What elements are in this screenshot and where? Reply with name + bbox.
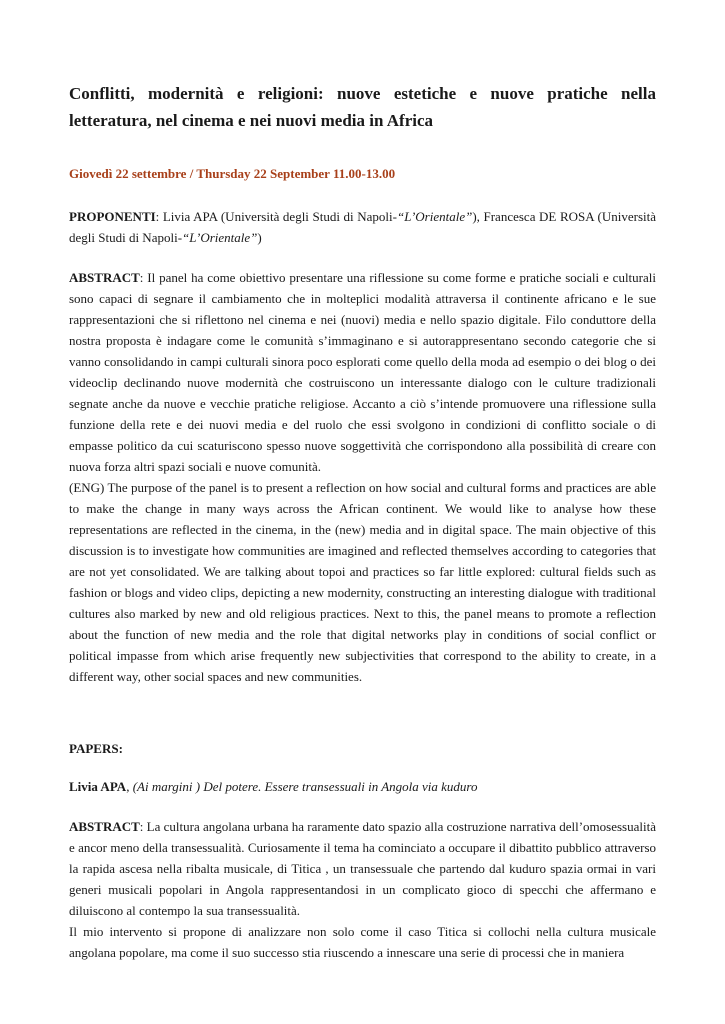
proponenti-paragraph — [69, 206, 656, 248]
abstract-text: : Il panel ha come obiettivo presentare una riflessione su come forme e pratiche sociali e culturali sono capaci di segnare il cambiamento che in molteplici modalità attraversa il continente africano e le sue rappresentazioni che si riflettono nel cinema e nei (nuovi) media e nello spazio digitale. Filo conduttore della nostra proposta è indagare come le comunità s’immaginano e si autorappresentano secondo categorie che si vanno consolidando in campi culturali sinora poco esplorati come quello della moda ad esempio o dei blog o dei videoclip declinando nuove modernità che costruiscono un interessante dialogo con le culture tradizionali segnate anche da nuove e vecchie pratiche religiose. Accanto a ciò s’intende promuovere una riflessione sulla funzione della rete e dei nuovi media e del ruolo che essi svolgono in condizioni di conflitto sociale o di empasse politico da cui scaturiscono spesso nuove soggettività che corrispondono alla possibilità di creare con nuova forza altri spazi sociali e nuove comunità. — [69, 270, 656, 474]
session-date: Giovedì 22 settembre / Thursday 22 September 11.00-13.00 — [69, 166, 396, 181]
papers-heading: PAPERS: — [69, 741, 123, 756]
proponenti-affiliation-2: “L’Orientale” — [182, 230, 258, 245]
proponenti-label: PROPONENTI — [69, 209, 156, 224]
proponenti-text: ), Francesca DE ROSA (Università degli Studi di Napoli- — [69, 209, 656, 245]
paper-entry — [69, 776, 656, 797]
paper-author: Livia APA — [69, 779, 127, 794]
proponenti-affiliation-1: “L’Orientale” — [396, 209, 473, 224]
paper-abstract-label: ABSTRACT — [69, 819, 140, 834]
abstract-label: ABSTRACT — [69, 270, 140, 285]
paper-separator: , — [126, 779, 133, 794]
panel-title: Conflitti, modernità e religioni: nuove estetiche e nuove pratiche nella letteratura, nel cinema e nei nuovi media in Africa — [69, 84, 656, 130]
paper-abstract-continued: Il mio intervento si propone di analizzare non solo come il caso Titica si collochi nella cultura musicale angolana popolare, ma come il suo successo stia riuscendo a innescare una serie di processi che in maniera — [69, 924, 656, 960]
proponenti-text: ) — [257, 230, 262, 245]
abstract-italian — [69, 267, 656, 477]
paper-abstract — [69, 816, 656, 921]
proponenti-text: : Livia APA (Università degli Studi di Napoli- — [155, 209, 397, 224]
paper-title: (Ai margini ) Del potere. Essere transessuali in Angola via kuduro — [132, 779, 478, 794]
paper-abstract-text: : La cultura angolana urbana ha raramente dato spazio alla costruzione narrativa dell’omosessualità e ancor meno della transessualità. Curiosamente il tema ha cominciato a occupare il dibattito pubblico attraverso la rapida ascesa nella ribalta musicale, di Titica , un transessuale che partendo dal kuduro spazia ormai in vari generi musicali popolari in Angola rappresentandosi in un complicato gioco di specchi che affermano e diluiscono al contempo la sua transessualità. — [69, 819, 656, 918]
document-page — [69, 80, 656, 963]
abstract-english: (ENG) The purpose of the panel is to present a reflection on how social and cultural forms and practices are able to make the change in many ways across the African continent. We would like to analyse how these representations are reflected in the cinema, in the (new) media and in digital space. The main objective of this discussion is to investigate how communities are imagined and reflected themselves according to categories that are not yet consolidated. We are talking about topoi and practices so far little explored: cultural fields such as fashion or blogs and video clips, depicting a new modernity, constructing an interesting dialogue with traditional cultures also marked by new and old religious practices. Next to this, the panel means to promote a reflection about the function of new media and the role that digital networks play in conditions of social conflict or political impasse from which arise frequently new subjectivities that correspond to the ability to create, in a different way, other social spaces and new communities. — [69, 480, 656, 684]
